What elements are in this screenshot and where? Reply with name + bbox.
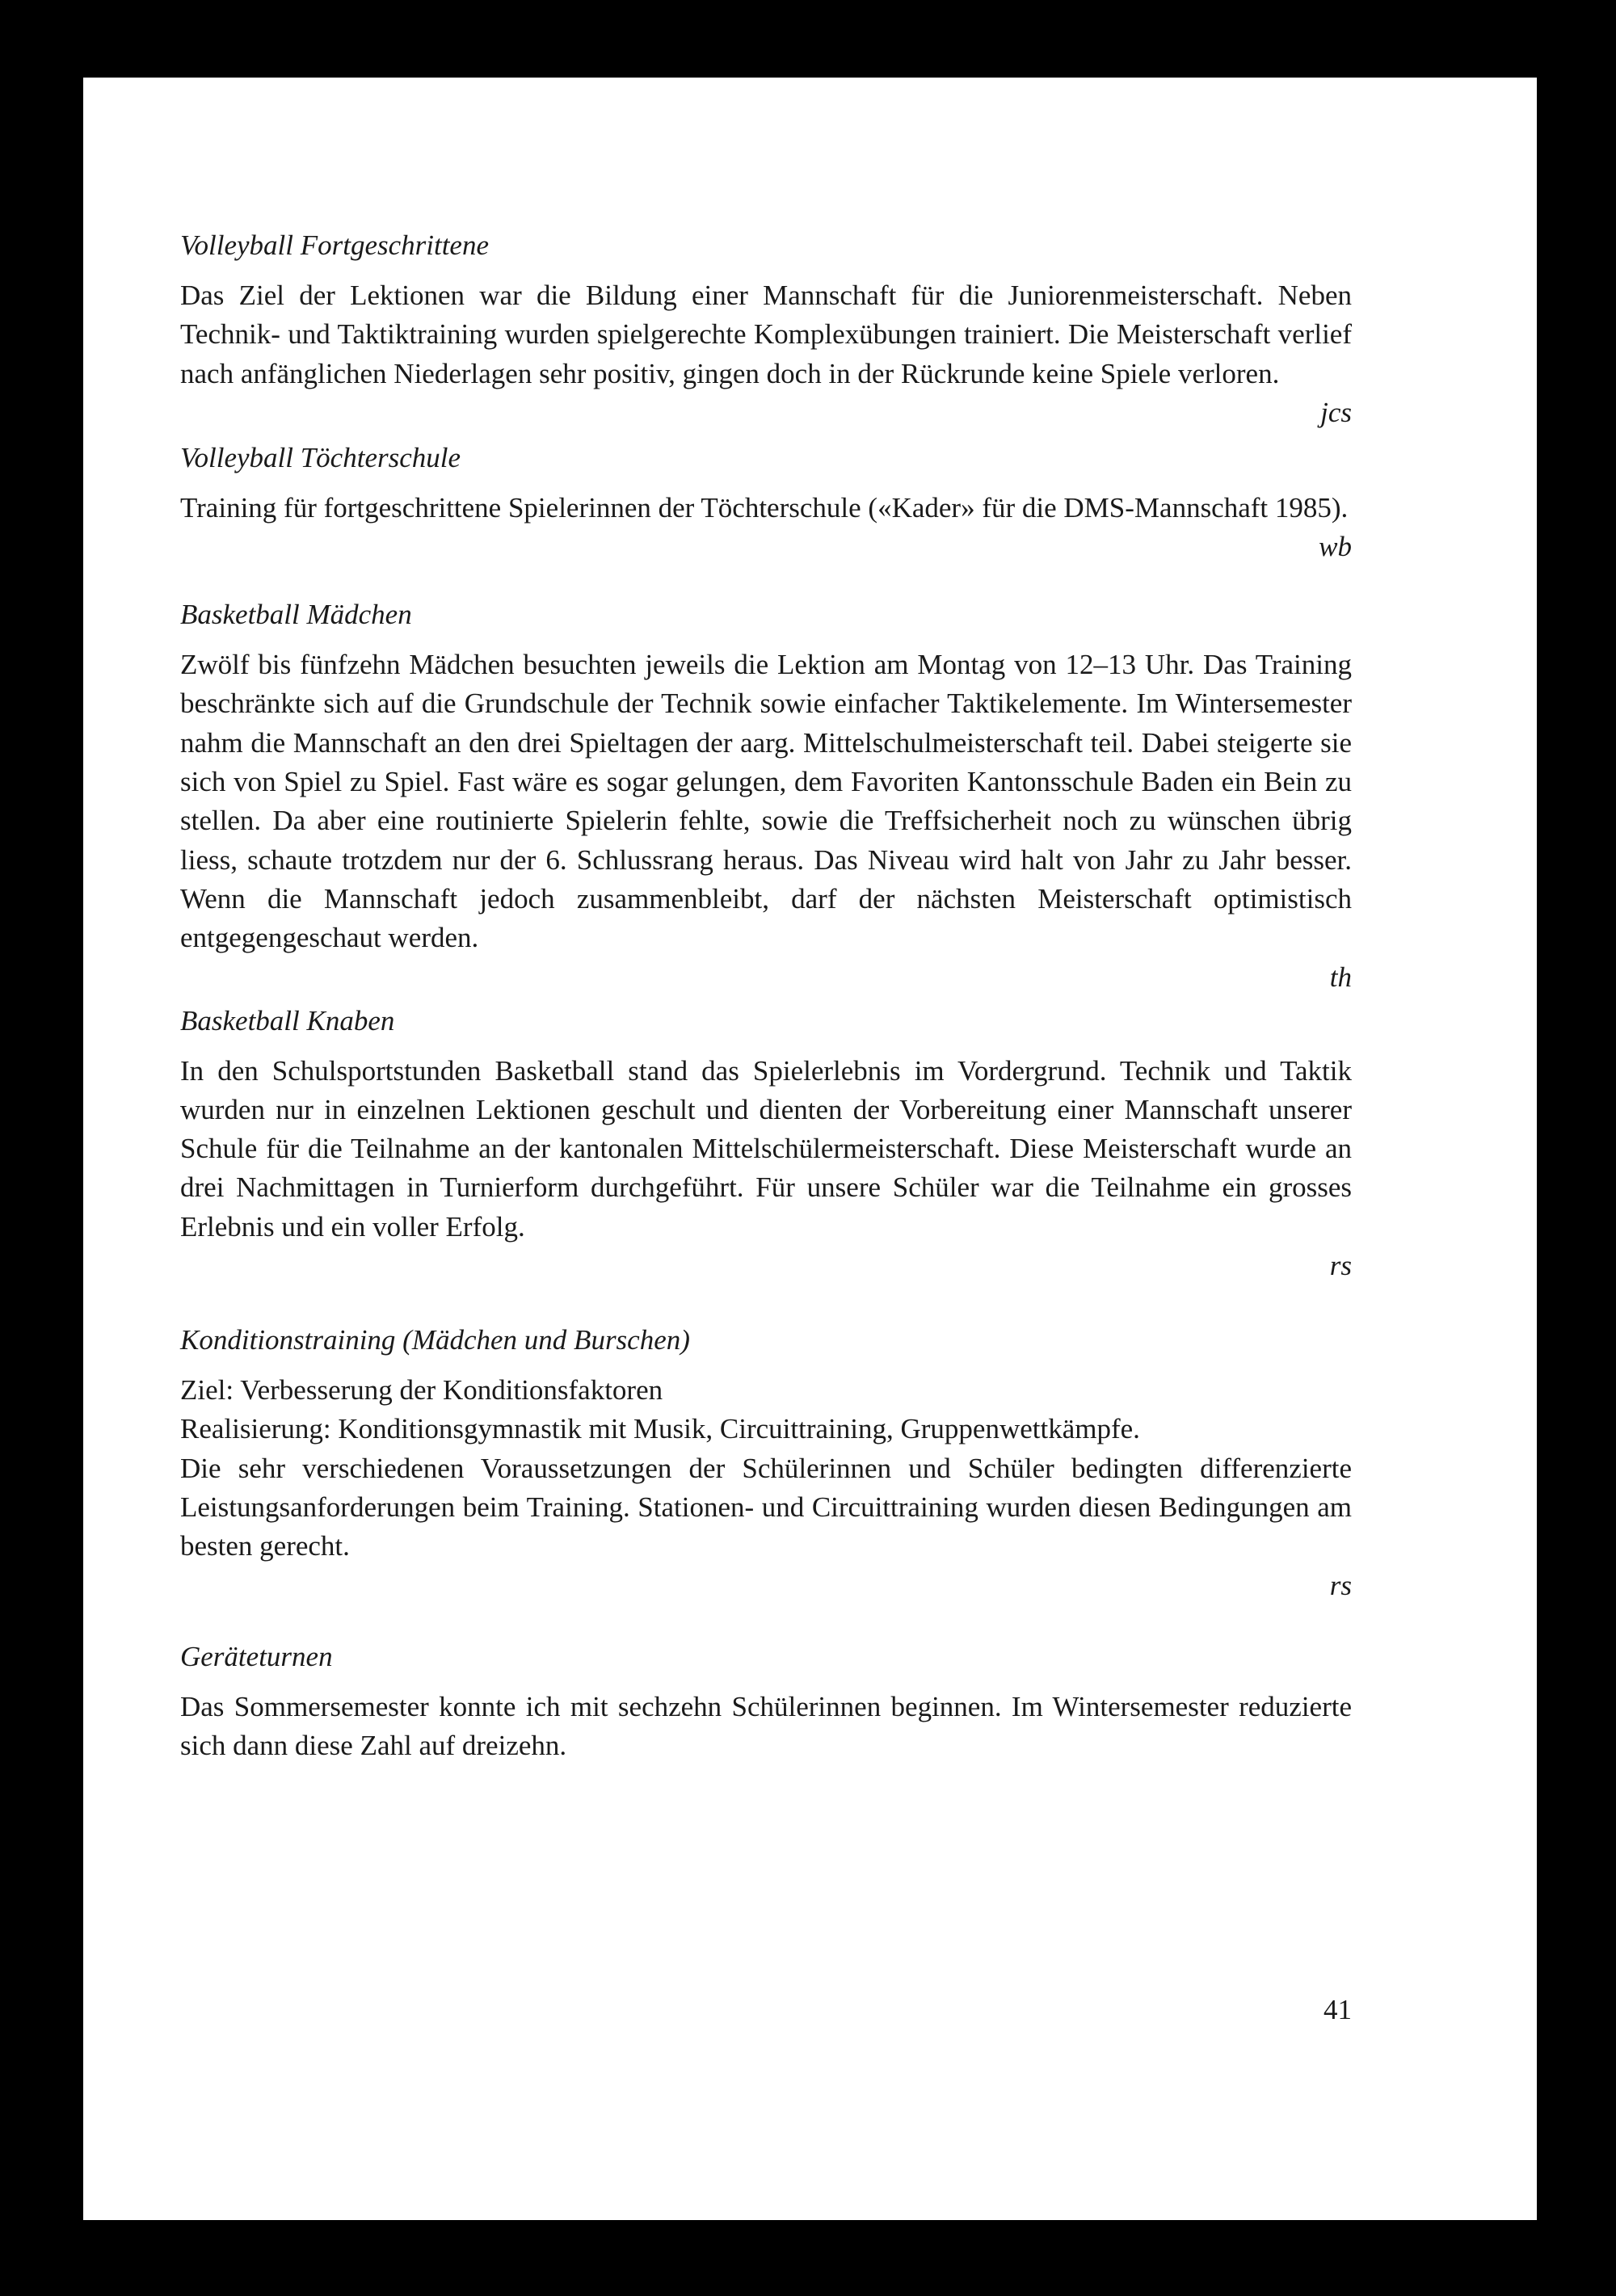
- section-body: [180, 1052, 1352, 1247]
- section-volleyball-toechterschule: [180, 439, 1352, 566]
- author-initials: wb: [1319, 531, 1352, 563]
- section-heading: Geräteturnen: [180, 1640, 333, 1672]
- page-number: 41: [1324, 1994, 1352, 2025]
- section-body: [180, 1688, 1352, 1766]
- paragraph: Realisierung: Konditionsgymnastik mit Musik, Circuittraining, Gruppenwettkämpfe.: [180, 1413, 1140, 1445]
- paragraph: In den Schulsportstunden Basketball stand das Spielerlebnis im Vordergrund. Technik und Taktik wurden nur in einzelnen Lektionen geschult und dienten der Vorbereitung einer Mannschaft unserer Schule für die Teilnahme an der kantonalen Mittelschülermeisterschaft. Diese Meisterschaft wurde an drei Nachmittagen in Turnierform durchgeführt. Für unsere Schüler war die Teilnahme ein grosses Erlebnis und ein voller Erfolg.: [180, 1054, 1352, 1243]
- section-basketball-knaben: [180, 1002, 1352, 1285]
- paragraph: Ziel: Verbesserung der Konditionsfaktoren: [180, 1374, 663, 1407]
- section-body: [180, 489, 1352, 528]
- author-initials: jcs: [1320, 396, 1352, 428]
- section-heading: Basketball Mädchen: [180, 599, 412, 631]
- section-body: [180, 1371, 1352, 1566]
- paragraph: Das Ziel der Lektionen war die Bildung einer Mannschaft für die Juniorenmeisterschaft. Neben Technik- und Taktiktraining wurden spielgerechte Komplexübungen trainiert. Die Meisterschaft verlief nach anfänglichen Niederlagen sehr positiv, gingen doch in der Rückrunde keine Spiele verloren.: [180, 280, 1352, 389]
- section-heading: Konditionstraining (Mädchen und Burschen): [180, 1324, 690, 1356]
- section-volleyball-fortgeschrittene: [180, 226, 1352, 432]
- author-initials: rs: [1329, 1250, 1352, 1282]
- document-page: [83, 78, 1537, 2220]
- author-initials: rs: [1329, 1569, 1352, 1601]
- author-initials: th: [1329, 961, 1352, 993]
- paragraph: Training für fortgeschrittene Spielerinnen der Töchterschule («Kader» für die DMS-Mannschaft 1985).: [180, 491, 1349, 524]
- section-heading: Volleyball Töchterschule: [180, 441, 461, 473]
- paragraph: Zwölf bis fünfzehn Mädchen besuchten jeweils die Lektion am Montag von 12–13 Uhr. Das Training beschränkte sich auf die Grundschule der Technik sowie einfacher Taktikelemente. Im Wintersemester nahm die Mannschaft an den drei Spieltagen der aarg. Mittelschulmeisterschaft teil. Dabei steigerte sie sich von Spiel zu Spiel. Fast wäre es sogar gelungen, dem Favoriten Kantonsschule Baden ein Bein zu stellen. Da aber eine routinierte Spielerin fehlte, sowie die Treffsicherheit noch zu wünschen übrig liess, schaute trotzdem nur der 6. Schlussrang heraus. Das Niveau wird halt von Jahr zu Jahr besser. Wenn die Mannschaft jedoch zusammenbleibt, darf der nächsten Meisterschaft optimistisch entgegengeschaut werden.: [180, 649, 1352, 954]
- paragraph: Die sehr verschiedenen Voraussetzungen der Schülerinnen und Schüler bedingten differenzierte Leistungsanforderungen beim Training. Stationen- und Circuittraining wurden diesen Bedingungen am besten gerecht.: [180, 1452, 1352, 1562]
- section-body: [180, 276, 1352, 393]
- section-geraeteturnen: [180, 1638, 1352, 1766]
- section-heading: Volleyball Fortgeschrittene: [180, 229, 489, 261]
- section-konditionstraining: [180, 1321, 1352, 1604]
- paragraph: Das Sommersemester konnte ich mit sechzehn Schülerinnen beginnen. Im Wintersemester reduzierte sich dann diese Zahl auf dreizehn.: [180, 1690, 1352, 1761]
- section-basketball-maedchen: [180, 595, 1352, 996]
- section-heading: Basketball Knaben: [180, 1004, 395, 1037]
- page-content: [180, 226, 1352, 1765]
- section-body: [180, 645, 1352, 957]
